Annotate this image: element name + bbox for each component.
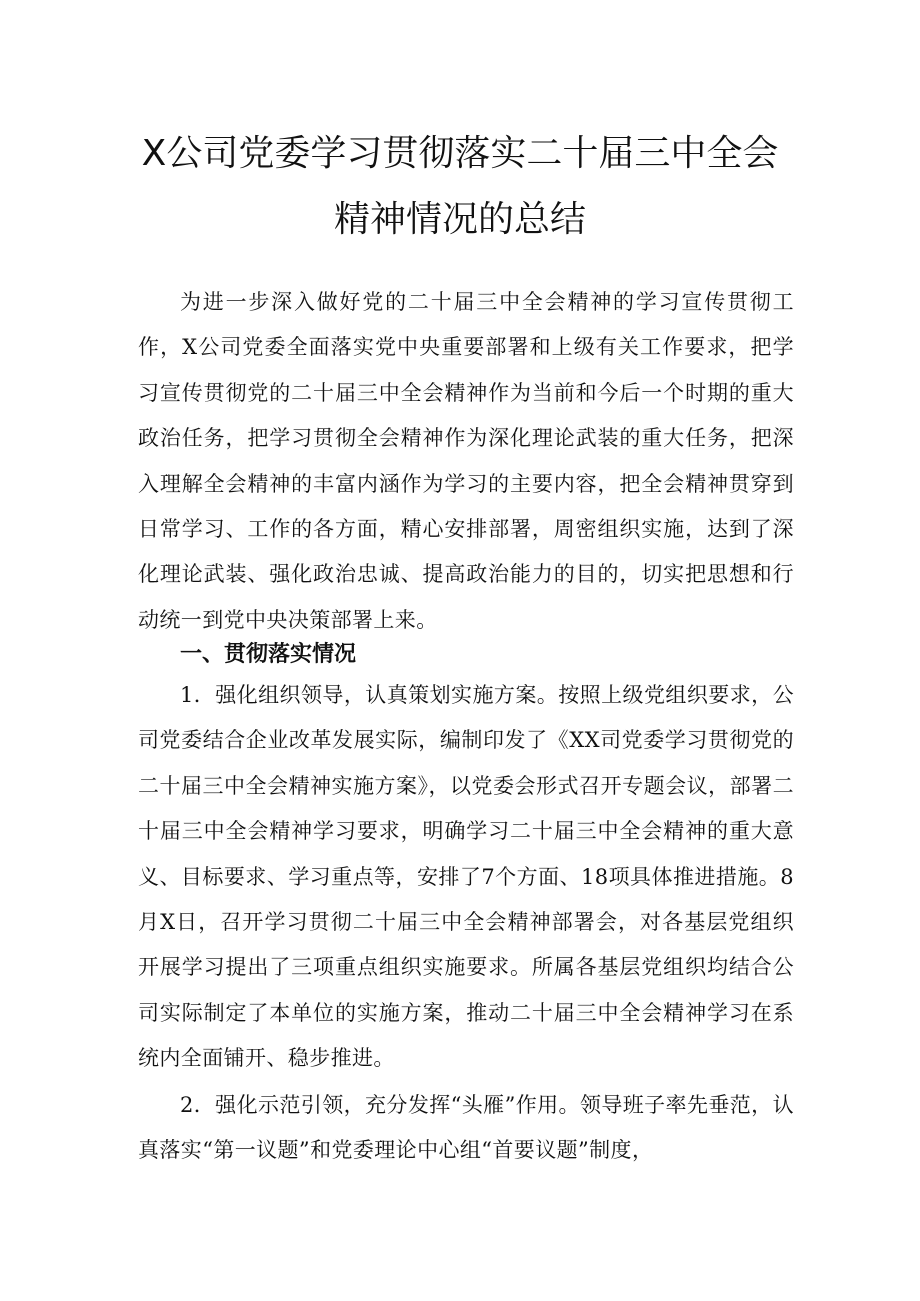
document-title-line-1: X公司党委学习贯彻落实二十届三中全会	[141, 133, 779, 174]
document-title-line-2: 精神情况的总结	[333, 199, 586, 240]
section-heading-implementation: 一、贯彻落实情况	[180, 642, 357, 667]
intro-paragraph: 为进一步深入做好党的二十届三中全会精神的学习宣传贯彻工作，X公司党委全面落实党中央重要部署和上级有关工作要求，把学习宣传贯彻党的二十届三中全会精神作为当前和今后一个时期的重大政治任务，把学习贯彻全会精神作为深化理论武装的重大任务，把深入理解全会精神的丰富内涵作为学习的主要内容，把全会精神贯穿到日常学习、工作的各方面，精心安排部署，周密组织实施，达到了深化理论武装、强化政治忠诚、提高政治能力的目的，切实把思想和行动统一到党中央决策部署上来。	[138, 290, 794, 632]
paragraph-item-1: 1．强化组织领导，认真策划实施方案。按照上级党组织要求，公司党委结合企业改革发展实际，编制印发了《XX司党委学习贯彻党的二十届三中全会精神实施方案》，以党委会形式召开专题会议，部署二十届三中全会精神学习要求，明确学习二十届三中全会精神的重大意义、目标要求、学习重点等，安排了7个方面、18项具体推进措施。8月X日，召开学习贯彻二十届三中全会精神部署会，对各基层党组织开展学习提出了三项重点组织实施要求。所属各基层党组织均结合公司实际制定了本单位的实施方案，推动二十届三中全会精神学习在系统内全面铺开、稳步推进。	[138, 683, 794, 1071]
paragraph-item-2: 2．强化示范引领，充分发挥“头雁”作用。领导班子率先垂范，认真落实“第一议题”和党委理论中心组“首要议题”制度，	[138, 1093, 794, 1163]
